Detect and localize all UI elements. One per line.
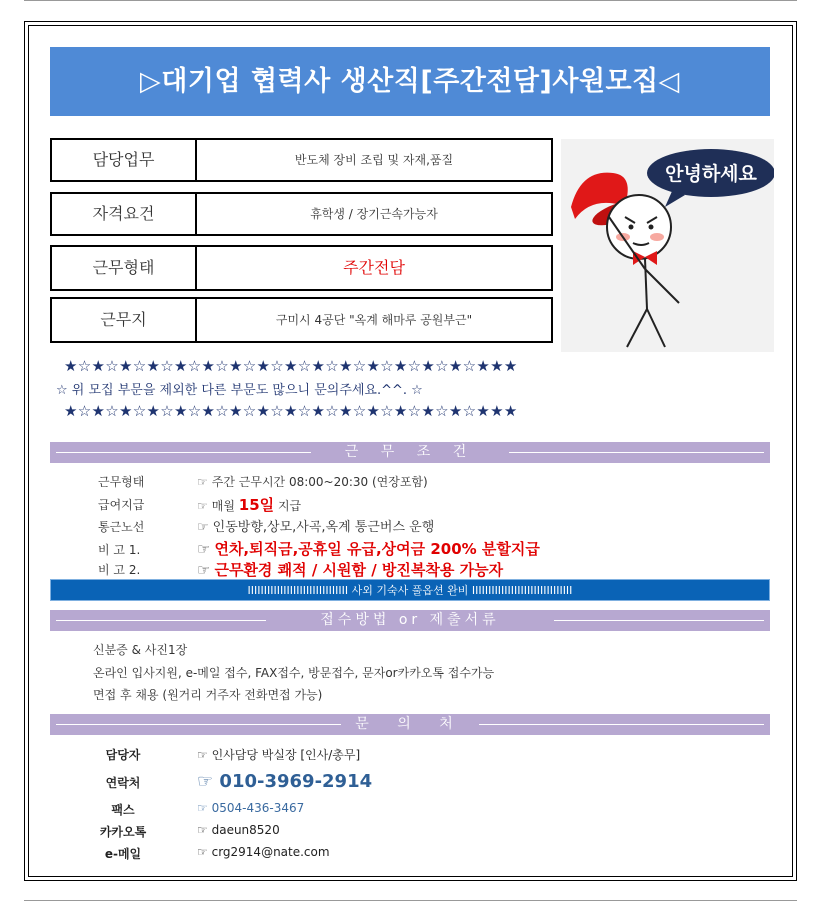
info-value: 주간전담 — [343, 258, 405, 277]
info-key: 담당업무 — [52, 140, 197, 180]
condition-value: ☞ 인동방향,상모,사곡,옥계 통근버스 운행 — [197, 520, 435, 535]
info-key: 자격요건 — [52, 194, 197, 234]
page-title: ▷대기업 협력사 생산직[주간전담]사원모집◁ — [50, 47, 770, 116]
section-header-submit: 접수방법 or 제출서류 — [50, 610, 770, 631]
stars-top: ★☆★☆★☆★☆★☆★☆★☆★☆★☆★☆★☆★☆★☆★☆★☆★★★ — [64, 357, 518, 375]
pointer-icon: ☞ — [197, 540, 211, 558]
fax-number: ☞ 0504-436-3467 — [197, 801, 305, 815]
phone-number[interactable]: ☞ 010-3969-2914 — [197, 771, 373, 792]
pointer-icon: ☞ — [197, 520, 209, 535]
pointer-icon: ☞ — [197, 499, 208, 513]
contact-label: 담당자 — [105, 748, 141, 762]
pointer-icon: ☞ — [197, 748, 208, 762]
pointer-icon: ☞ — [197, 845, 208, 859]
submit-item: 온라인 입사지원, e-메일 접수, FAX접수, 방문접수, 문자or카카오톡 접수가능 — [93, 666, 495, 680]
condition-label: 통근노선 — [98, 520, 145, 534]
notice-text: ☆ 위 모집 부문을 제외한 다른 부문도 많으니 문의주세요.^^. ☆ — [56, 383, 423, 398]
info-value: 구미시 4공단 "옥계 해마루 공원부근" — [275, 313, 473, 327]
contact-label: 팩스 — [111, 803, 135, 817]
greeting-mascot-image — [561, 139, 774, 352]
info-key: 근무형태 — [52, 247, 197, 289]
info-row-location — [50, 297, 553, 343]
pointer-icon: ☞ — [197, 771, 214, 792]
condition-label: 비 고 1. — [98, 543, 141, 557]
info-row-worktype — [50, 245, 553, 291]
submit-item: 면접 후 채용 (원거리 거주자 전화면접 가능) — [93, 688, 323, 702]
condition-value: ☞ 연차,퇴직금,공휴일 유급,상여금 200% 분할지급 — [197, 540, 540, 558]
info-key: 근무지 — [52, 299, 197, 341]
pointer-icon: ☞ — [197, 823, 208, 837]
contact-label: 연락처 — [105, 776, 141, 790]
contact-label: 카카오톡 — [99, 825, 147, 839]
condition-value: ☞ 매월 15일 지급 — [197, 496, 302, 514]
condition-value: ☞ 근무환경 쾌적 / 시원함 / 방진복착용 가능자 — [197, 561, 504, 579]
stick-figure-illustration — [561, 139, 774, 352]
condition-label: 근무형태 — [98, 475, 145, 489]
pointer-icon: ☞ — [197, 561, 211, 579]
kakaotalk-id: ☞ daeun8520 — [197, 823, 280, 837]
condition-label: 급여지급 — [98, 498, 145, 512]
info-value: 휴학생 / 장기근속가능자 — [310, 207, 438, 221]
condition-label: 비 고 2. — [98, 563, 141, 577]
stars-bottom: ★☆★☆★☆★☆★☆★☆★☆★☆★☆★☆★☆★☆★☆★☆★☆★★★ — [64, 402, 518, 420]
dormitory-banner: IIIIIIIIIIIIIIIIIIIIIIIIIIIIIII 사외 기숙사 풀옵션 완비 IIIIIIIIIIIIIIIIIIIIIIIIIIIIIII — [50, 579, 770, 601]
condition-value: ☞ 주간 근무시간 08:00~20:30 (연장포함) — [197, 475, 428, 489]
submit-item: 신분증 & 사진1장 — [93, 643, 188, 657]
section-header-conditions: 근 무 조 건 — [50, 442, 770, 463]
pointer-icon: ☞ — [197, 475, 208, 489]
contact-value: ☞ 인사담당 박실장 [인사/총무] — [197, 748, 361, 762]
contact-label: e-메일 — [104, 847, 142, 861]
speech-bubble-text: 안녕하세요 — [665, 163, 757, 185]
info-value: 반도체 장비 조립 및 자재,품질 — [294, 153, 454, 167]
email-address[interactable]: ☞ crg2914@nate.com — [197, 845, 330, 859]
section-header-contact: 문 의 처 — [50, 714, 770, 735]
info-row-qualification — [50, 192, 553, 236]
info-row-duty — [50, 138, 553, 182]
bottom-divider — [24, 900, 797, 901]
pointer-icon: ☞ — [197, 801, 208, 815]
top-divider — [24, 0, 797, 1]
